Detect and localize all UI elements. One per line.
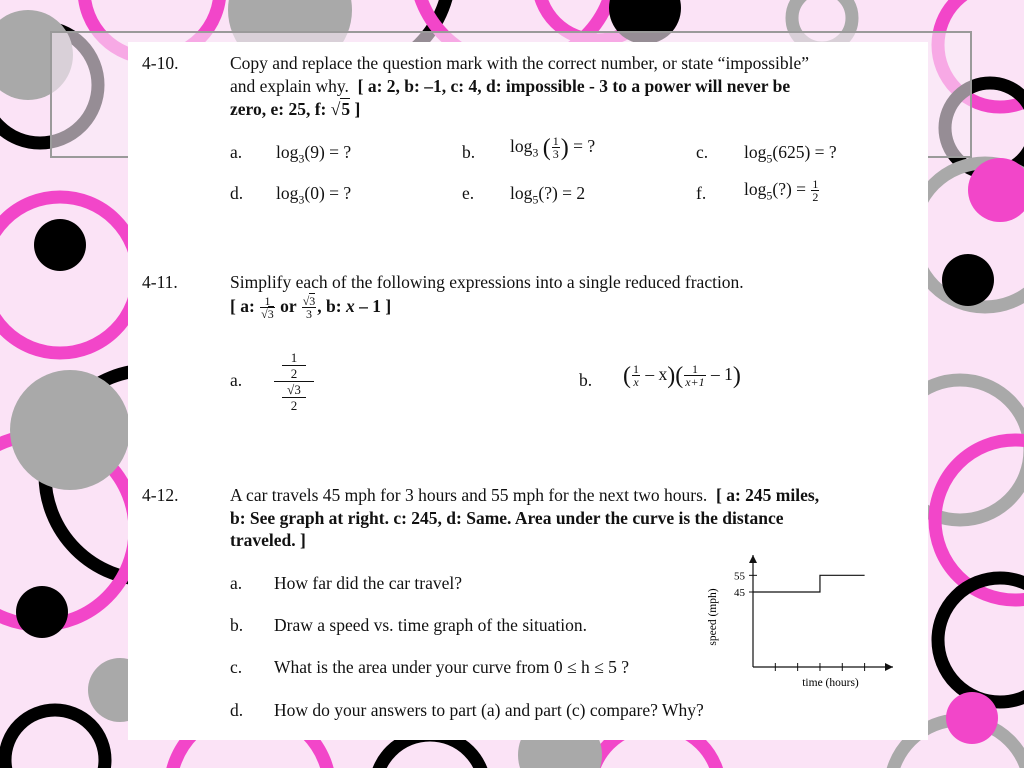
bg-dot [946,692,998,744]
part-label: d. [230,183,244,203]
bg-ring [0,197,138,353]
answer-key: [ a: $\frac{1}{√3}$ or $\frac{√3}{3}$ , b: x – 1 ] [230,294,392,322]
problem-number: 4-11. [142,272,178,292]
answer-close: ] [350,99,361,119]
part-label: b. [462,142,476,162]
answer-key: [ a: 245 miles, [716,485,820,505]
log-expression-f: $\log_5(?)$ = $\frac{1}{2}$ [744,177,819,205]
part-label: c. [230,657,243,677]
y-axis-arrow [749,555,757,563]
worksheet-page [128,42,928,740]
bg-dot [34,219,86,271]
problem-text: Simplify each of the following expressions into a single reduced fraction. [230,272,744,292]
y-axis-label: speed (mph) [707,588,719,646]
problem-text: A car travels 45 mph for 3 hours and 55 mph for the next two hours. [ a: 245 miles, [230,485,820,505]
answer-key: [ a: 2, b: –1, c: 4, d: impossible - 3 to a power will never be [357,76,791,96]
part-label: b. [579,370,593,390]
question-text: Draw a speed vs. time graph of the situation. [274,615,587,635]
problem-text-cont: and explain why. [230,76,349,96]
bg-dot [942,254,994,306]
part-label: f. [696,183,707,203]
x-axis-arrow [885,663,893,671]
speed-series-line [753,575,865,592]
product-expression-b: ( $\frac{1}{x}$ – x)( $\frac{1}{x+1}$ – 1) [623,362,741,390]
problem-text: Copy and replace the question mark with the correct number, or state “impossible” [230,53,810,73]
bg-ring [5,710,105,768]
complex-fraction-a: 1 2 √3 2 [274,350,314,413]
bg-dot [16,586,68,638]
log-expression-e: $\log_5(?) = 2$ [510,183,586,207]
answer-key-cont: zero, e: 25, f: [230,99,331,119]
part-label: a. [230,142,243,162]
speed-time-graph [698,554,908,694]
problem-number: 4-10. [142,53,179,73]
part-label: a. [230,370,243,390]
sqrt-symbol: √5 [330,99,351,119]
log-expression-c: $\log_5(625)$ = ? [744,142,837,166]
question-text: What is the area under your curve from 0 ≤ h ≤ 5 ? [274,657,629,677]
radicand: 5 [341,99,351,119]
part-label: c. [696,142,709,162]
bg-dot [10,370,130,490]
answer-key-cont: b: See graph at right. c: 245, d: Same. Area under the curve is the distance [230,508,784,528]
problem-text [230,75,790,97]
question-text: How do your answers to part (a) and part (c) compare? Why? [274,700,704,720]
part-label: e. [462,183,475,203]
answer-key-cont: traveled. ] [230,530,306,550]
log-expression-d: $\log_3(0)$ = ? [276,183,352,207]
log-expression-b: $\log_3$ ( $\frac{1}{3}$ ) = ? [510,134,596,162]
answer-key [230,98,360,120]
part-label: d. [230,700,244,720]
problem-number: 4-12. [142,485,179,505]
part-label: b. [230,615,244,635]
y-tick-label: 45 [734,587,745,599]
y-tick-label: 55 [734,570,745,583]
part-label: a. [230,573,243,593]
x-axis-label: time (hours) [802,677,859,689]
log-expression-a: $\log_3(9)$ = ? [276,142,352,166]
question-text: How far did the car travel? [274,573,463,593]
